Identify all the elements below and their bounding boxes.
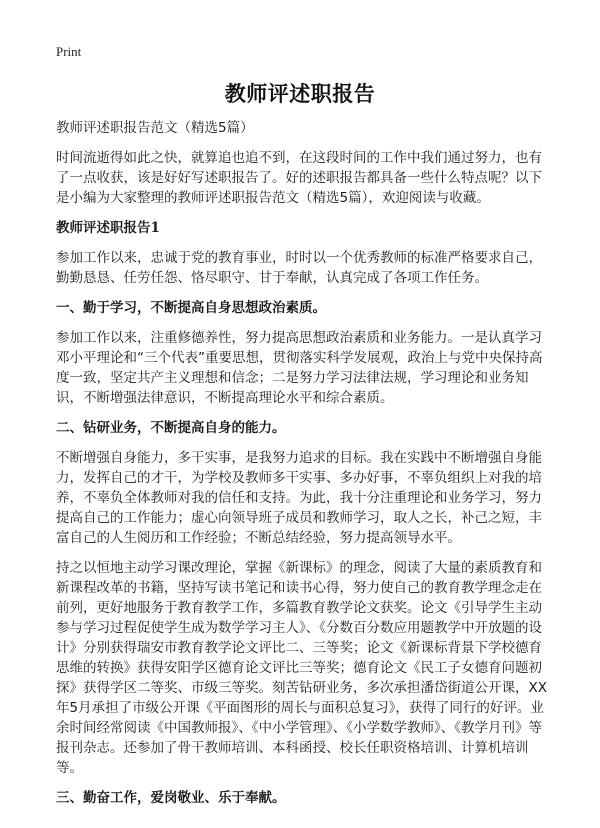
section2-paragraph-2: 持之以恒地主动学习课改理论，掌握《新课标》的理念，阅读了大量的素质教育和新课程改革的书籍，坚持写读书笔记和读书心得，努力使自己的教育教学理念走在前列，更好地服务于教育教学工作，多篇教育教学论文获奖。论文《引导学生主动参与学习过程促使学生成为数学学习主人》、《分数百分数应用题教学中开放题的设计》分别获得瑞安市教育教学论文评比二、三等奖；论文《新课标背景下学校德育思维的转换》获得安阳学区德育论文评比三等奖；德育论文《民工子女德育问题初探》获得学区二等奖、市级三等奖。刻苦钻研业务，多次承担潘岱街道公开课，XX年5月承担了市级公开课《平面图形的周长与面积总复习》，获得了同行的好评。业余时间经常阅读《中国教师报》、《中小学管理》、《小学数学教师》、《教学月刊》等报刊杂志。还参加了骨干教师培训、本科函授、校长任职资格培训、计算机培训等。 <box>56 560 547 776</box>
intro-paragraph: 时间流逝得如此之快，就算追也追不到，在这段时间的工作中我们通过努力，也有了一点收获，该是好好写述职报告了。好的述职报告都具备一些什么特点呢？以下是小编为大家整理的教师评述职报告范文（精选5篇），欢迎阅读与收藏。 <box>56 150 542 206</box>
section2-paragraph-1: 不断增强自身能力，多干实事，是我努力追求的目标。我在实践中不断增强自身能力，发挥自己的才干，为学校及教师多干实事、多办好事，不辜负组织上对我的培养，不辜负全体教师对我的信任和支持。为此，我十分注重理论和业务学习，努力提高自己的工作能力；虚心向领导班子成员和教师学习，取人之长，补己之短，丰富自己的人生阅历和工作经验；不断总结经验，努力提高领导水平。 <box>56 450 542 546</box>
print-link[interactable]: Print <box>56 44 82 59</box>
report1-intro-paragraph: 参加工作以来，忠诚于党的教育事业，时时以一个优秀教师的标准严格要求自己，勤勤恳恳、任劳任怨、恪尽职守、甘于奉献，认真完成了各项工作任务。 <box>56 250 542 286</box>
section3-heading: 三、勤奋工作，爱岗敬业、乐于奉献。 <box>56 790 286 806</box>
section1-heading: 一、勤于学习，不断提高自身思想政治素质。 <box>56 300 326 316</box>
report1-heading: 教师评述职报告1 <box>56 220 160 236</box>
section1-paragraph: 参加工作以来，注重修德养性，努力提高思想政治素质和业务能力。一是认真学习邓小平理论和“三个代表”重要思想，贯彻落实科学发展观，政治上与党中央保持高度一致，坚定共产主义理想和信念；二是努力学习法律法规，学习理论和业务知识，不断增强法律意识，不断提高理论水平和综合素质。 <box>56 330 543 406</box>
document-subtitle: 教师评述职报告范文（精选5篇） <box>56 120 254 136</box>
page-title: 教师评述职报告 <box>224 82 376 106</box>
document-body <box>56 118 548 818</box>
section2-heading: 二、钻研业务，不断提高自身的能力。 <box>56 420 286 436</box>
